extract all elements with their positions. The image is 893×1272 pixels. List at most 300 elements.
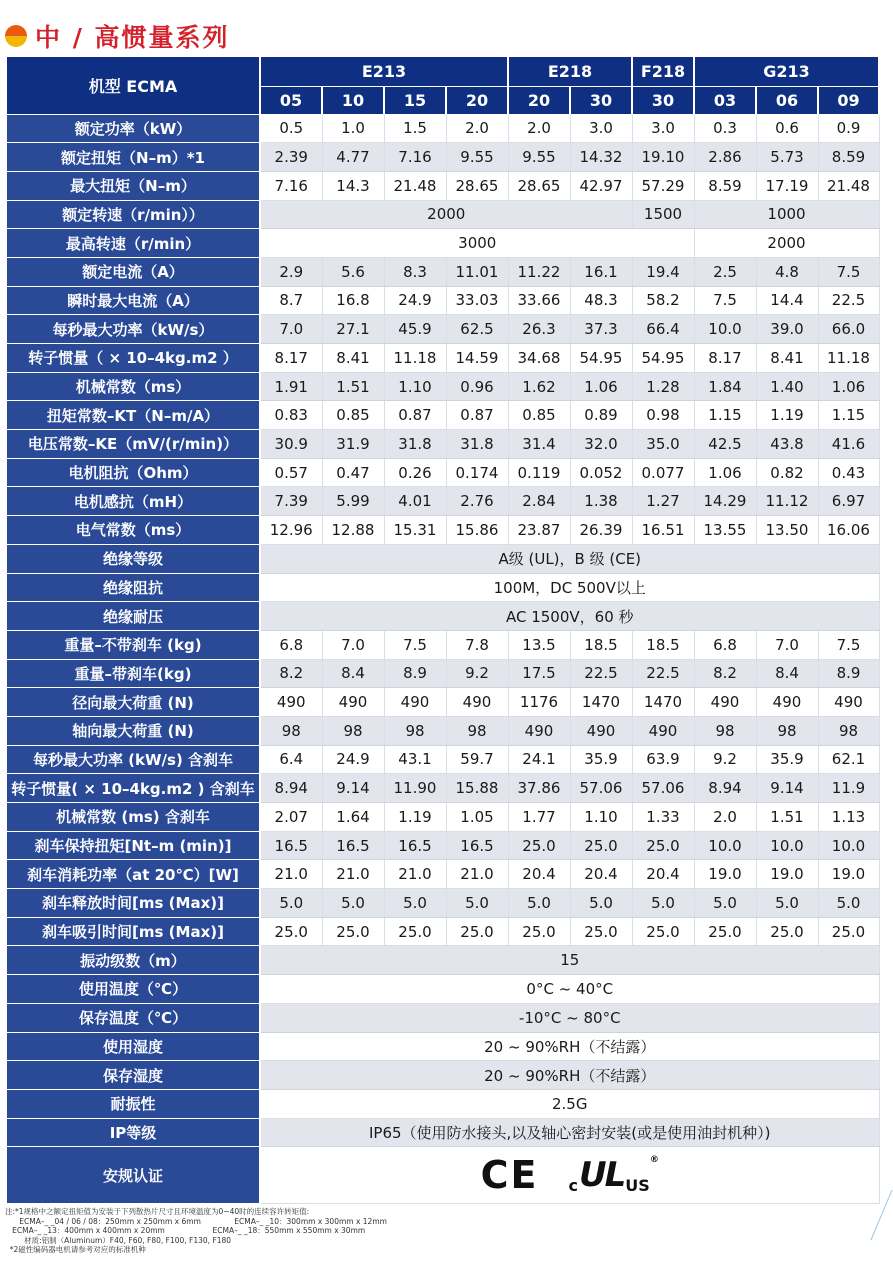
value-cell: 62.5 <box>446 315 508 344</box>
value-cell: 35.9 <box>756 745 818 774</box>
value-cell: 2.86 <box>694 143 756 172</box>
value-cell: 1500 <box>632 200 694 229</box>
model-code: 20 <box>446 86 508 114</box>
value-cell: 0.98 <box>632 401 694 430</box>
value-cell: 11.18 <box>384 344 446 373</box>
value-cell: 14.4 <box>756 286 818 315</box>
row-label: 扭矩常数–KT（N–m/A） <box>7 401 260 430</box>
value-cell: 11.01 <box>446 257 508 286</box>
title-bullet-icon <box>5 25 27 47</box>
value-cell: 10.0 <box>756 831 818 860</box>
value-cell: 31.8 <box>446 430 508 459</box>
value-cell: 1.15 <box>694 401 756 430</box>
value-cell: 98 <box>818 716 879 745</box>
value-cell: 1.13 <box>818 803 879 832</box>
value-cell: 0.83 <box>260 401 322 430</box>
value-cell: 34.68 <box>508 344 570 373</box>
value-cell: 0.47 <box>322 458 384 487</box>
value-cell: 7.5 <box>384 630 446 659</box>
model-code: 20 <box>508 86 570 114</box>
value-cell: 1176 <box>508 688 570 717</box>
value-cell: 16.5 <box>384 831 446 860</box>
value-cell: 5.0 <box>818 889 879 918</box>
value-cell: 25.0 <box>508 917 570 946</box>
value-cell: 3000 <box>260 229 694 258</box>
row-label: 刹车消耗功率（at 20℃）[W] <box>7 860 260 889</box>
value-cell: 28.65 <box>446 171 508 200</box>
value-cell: 7.16 <box>260 171 322 200</box>
spec-row <box>7 229 879 258</box>
row-label: 保存湿度 <box>7 1061 260 1090</box>
model-group-f218: F218 <box>632 57 694 86</box>
value-cell: 16.06 <box>818 516 879 545</box>
value-cell: 8.59 <box>694 171 756 200</box>
model-code: 06 <box>756 86 818 114</box>
value-cell: 5.73 <box>756 143 818 172</box>
row-label: 转子惯量( × 10–4kg.m2 ) 含刹车 <box>7 774 260 803</box>
value-cell: 7.5 <box>694 286 756 315</box>
spec-row <box>7 544 879 573</box>
value-cell: 15 <box>260 946 879 975</box>
value-cell: 1.38 <box>570 487 632 516</box>
value-cell: 10.0 <box>694 831 756 860</box>
spec-row <box>7 860 879 889</box>
value-cell: 7.5 <box>818 630 879 659</box>
value-cell: 20.4 <box>508 860 570 889</box>
model-code: 09 <box>818 86 879 114</box>
value-cell: 0.3 <box>694 114 756 143</box>
row-label: 机械常数（ms） <box>7 372 260 401</box>
value-cell: 14.29 <box>694 487 756 516</box>
value-cell: 1.0 <box>322 114 384 143</box>
row-label: 刹车吸引时间[ms (Max)] <box>7 917 260 946</box>
value-cell: 21.0 <box>260 860 322 889</box>
value-cell: 490 <box>446 688 508 717</box>
spec-row <box>7 344 879 373</box>
value-cell: 4.77 <box>322 143 384 172</box>
value-cell: 2000 <box>260 200 632 229</box>
spec-row <box>7 315 879 344</box>
value-cell: 6.4 <box>260 745 322 774</box>
model-code: 03 <box>694 86 756 114</box>
spec-row <box>7 774 879 803</box>
value-cell: 19.0 <box>818 860 879 889</box>
value-cell: 21.0 <box>322 860 384 889</box>
value-cell: A级 (UL)，B 级 (CE) <box>260 544 879 573</box>
value-cell: 21.48 <box>384 171 446 200</box>
value-cell: 10.0 <box>818 831 879 860</box>
value-cell: 490 <box>384 688 446 717</box>
value-cell: 98 <box>446 716 508 745</box>
value-cell: 12.88 <box>322 516 384 545</box>
value-cell: 1.06 <box>694 458 756 487</box>
value-cell: 8.2 <box>260 659 322 688</box>
row-label: 重量–带刹车(kg) <box>7 659 260 688</box>
value-cell: 5.0 <box>508 889 570 918</box>
value-cell: 16.1 <box>570 257 632 286</box>
value-cell: 57.06 <box>570 774 632 803</box>
value-cell: 1.19 <box>756 401 818 430</box>
certification-row <box>7 1147 879 1204</box>
value-cell: 490 <box>508 716 570 745</box>
value-cell: 8.4 <box>322 659 384 688</box>
value-cell: 66.4 <box>632 315 694 344</box>
row-label: 额定转速（r/min）） <box>7 200 260 229</box>
value-cell: 19.10 <box>632 143 694 172</box>
value-cell: 98 <box>694 716 756 745</box>
row-label: 径向最大荷重 (N) <box>7 688 260 717</box>
registered-mark: ® <box>649 1155 659 1166</box>
ul-listed-mark-icon <box>569 1155 659 1195</box>
value-cell: 35.9 <box>570 745 632 774</box>
value-cell: 0.82 <box>756 458 818 487</box>
value-cell: 19.0 <box>694 860 756 889</box>
value-cell: -10°C ~ 80°C <box>260 1003 879 1032</box>
spec-row <box>7 1003 879 1032</box>
spec-row <box>7 688 879 717</box>
spec-row <box>7 975 879 1004</box>
value-cell: 11.90 <box>384 774 446 803</box>
spec-row <box>7 516 879 545</box>
ul-us-text: US <box>625 1176 650 1196</box>
row-label: 最大扭矩（N–m） <box>7 171 260 200</box>
value-cell: 1.10 <box>384 372 446 401</box>
spec-row <box>7 257 879 286</box>
value-cell: 19.4 <box>632 257 694 286</box>
value-cell: 3.0 <box>570 114 632 143</box>
value-cell: 25.0 <box>322 917 384 946</box>
spec-row <box>7 1118 879 1147</box>
value-cell: 43.8 <box>756 430 818 459</box>
value-cell: 31.8 <box>384 430 446 459</box>
certification-logos <box>260 1147 879 1204</box>
value-cell: 9.14 <box>756 774 818 803</box>
value-cell: 11.18 <box>818 344 879 373</box>
value-cell: 12.96 <box>260 516 322 545</box>
value-cell: 24.9 <box>384 286 446 315</box>
spec-row <box>7 659 879 688</box>
model-label: 机型 ECMA <box>7 57 260 114</box>
value-cell: 48.3 <box>570 286 632 315</box>
value-cell: 1.27 <box>632 487 694 516</box>
value-cell: 16.5 <box>322 831 384 860</box>
row-label: 使用湿度 <box>7 1032 260 1061</box>
value-cell: 21.0 <box>384 860 446 889</box>
value-cell: 58.2 <box>632 286 694 315</box>
value-cell: 0.85 <box>508 401 570 430</box>
value-cell: 20 ~ 90%RH（不结露） <box>260 1032 879 1061</box>
value-cell: 37.86 <box>508 774 570 803</box>
value-cell: 8.94 <box>694 774 756 803</box>
value-cell: 25.0 <box>508 831 570 860</box>
row-label: 电机感抗（mH） <box>7 487 260 516</box>
spec-row <box>7 831 879 860</box>
value-cell: 490 <box>632 716 694 745</box>
value-cell: 8.7 <box>260 286 322 315</box>
value-cell: 13.55 <box>694 516 756 545</box>
value-cell: 0°C ~ 40°C <box>260 975 879 1004</box>
value-cell: AC 1500V，60 秒 <box>260 602 879 631</box>
value-cell: 10.0 <box>694 315 756 344</box>
value-cell: 1.84 <box>694 372 756 401</box>
spec-row <box>7 716 879 745</box>
value-cell: 5.0 <box>570 889 632 918</box>
value-cell: 8.94 <box>260 774 322 803</box>
value-cell: 24.9 <box>322 745 384 774</box>
spec-row <box>7 372 879 401</box>
model-group-e213: E213 <box>260 57 508 86</box>
value-cell: 18.5 <box>570 630 632 659</box>
value-cell: 8.9 <box>818 659 879 688</box>
header-row-groups <box>7 57 879 86</box>
value-cell: 22.5 <box>818 286 879 315</box>
value-cell: 7.0 <box>260 315 322 344</box>
value-cell: 2.0 <box>446 114 508 143</box>
spec-row <box>7 745 879 774</box>
model-code: 10 <box>322 86 384 114</box>
value-cell: 3.0 <box>632 114 694 143</box>
value-cell: 7.0 <box>322 630 384 659</box>
model-code: 30 <box>632 86 694 114</box>
value-cell: 6.97 <box>818 487 879 516</box>
value-cell: 8.41 <box>756 344 818 373</box>
value-cell: 490 <box>322 688 384 717</box>
spec-row <box>7 630 879 659</box>
value-cell: 1470 <box>570 688 632 717</box>
value-cell: 8.2 <box>694 659 756 688</box>
row-label: 电机阻抗（Ohm） <box>7 458 260 487</box>
value-cell: 1.15 <box>818 401 879 430</box>
ul-mark-text: UL <box>579 1155 625 1196</box>
value-cell: 31.9 <box>322 430 384 459</box>
value-cell: 5.0 <box>384 889 446 918</box>
spec-row <box>7 143 879 172</box>
value-cell: 6.8 <box>260 630 322 659</box>
value-cell: 0.26 <box>384 458 446 487</box>
value-cell: 13.5 <box>508 630 570 659</box>
value-cell: 5.0 <box>446 889 508 918</box>
value-cell: 45.9 <box>384 315 446 344</box>
footnote-line: *2磁性编码器电机请参考对应的标准机种 <box>5 1245 146 1254</box>
spec-row <box>7 401 879 430</box>
row-label: 使用温度（℃） <box>7 975 260 1004</box>
value-cell: 0.87 <box>446 401 508 430</box>
value-cell: 16.5 <box>446 831 508 860</box>
value-cell: 24.1 <box>508 745 570 774</box>
spec-row <box>7 1032 879 1061</box>
value-cell: 5.0 <box>260 889 322 918</box>
row-label: 刹车保持扭矩[Nt–m (min)] <box>7 831 260 860</box>
value-cell: 41.6 <box>818 430 879 459</box>
value-cell: 0.57 <box>260 458 322 487</box>
value-cell: 20.4 <box>632 860 694 889</box>
value-cell: 1.77 <box>508 803 570 832</box>
value-cell: 13.50 <box>756 516 818 545</box>
value-cell: 2.76 <box>446 487 508 516</box>
value-cell: 28.65 <box>508 171 570 200</box>
value-cell: 16.8 <box>322 286 384 315</box>
spec-row <box>7 573 879 602</box>
row-label: 最高转速（r/min） <box>7 229 260 258</box>
value-cell: 7.0 <box>756 630 818 659</box>
footnote-line: 注:*1规格中之额定扭矩值为安装于下列散热片尺寸且环境温度为0~40时的连续容许转矩值: <box>5 1207 310 1216</box>
spec-row <box>7 889 879 918</box>
value-cell: 43.1 <box>384 745 446 774</box>
value-cell: 17.5 <box>508 659 570 688</box>
value-cell: 490 <box>260 688 322 717</box>
row-label: IP等级 <box>7 1118 260 1147</box>
value-cell: 9.55 <box>446 143 508 172</box>
row-label: 额定扭矩（N–m）*1 <box>7 143 260 172</box>
value-cell: 7.8 <box>446 630 508 659</box>
row-label: 安规认证 <box>7 1147 260 1204</box>
corner-decoration-icon <box>865 1185 893 1245</box>
row-label: 电压常数–KE（mV/(r/min)） <box>7 430 260 459</box>
value-cell: 490 <box>818 688 879 717</box>
value-cell: 0.43 <box>818 458 879 487</box>
value-cell: 25.0 <box>570 917 632 946</box>
value-cell: 31.4 <box>508 430 570 459</box>
value-cell: 5.0 <box>632 889 694 918</box>
value-cell: 33.66 <box>508 286 570 315</box>
spec-row <box>7 917 879 946</box>
value-cell: 2.5G <box>260 1089 879 1118</box>
ce-mark-icon: CE <box>480 1153 539 1198</box>
value-cell: 0.119 <box>508 458 570 487</box>
value-cell: 66.0 <box>818 315 879 344</box>
row-label: 绝缘耐压 <box>7 602 260 631</box>
value-cell: 11.22 <box>508 257 570 286</box>
value-cell: 6.8 <box>694 630 756 659</box>
value-cell: 25.0 <box>570 831 632 860</box>
ul-c-text: c <box>568 1176 579 1196</box>
footnote-line: ECMA–_ _13：400mm x 400mm x 20mm ECMA–_ _18：550mm x 550mm x 30mm <box>5 1226 366 1235</box>
value-cell: 9.2 <box>446 659 508 688</box>
value-cell: 17.19 <box>756 171 818 200</box>
value-cell: 25.0 <box>632 917 694 946</box>
value-cell: 490 <box>694 688 756 717</box>
value-cell: 15.31 <box>384 516 446 545</box>
value-cell: 5.0 <box>756 889 818 918</box>
value-cell: 57.29 <box>632 171 694 200</box>
value-cell: 22.5 <box>632 659 694 688</box>
row-label: 保存温度（℃） <box>7 1003 260 1032</box>
value-cell: 7.16 <box>384 143 446 172</box>
value-cell: 11.12 <box>756 487 818 516</box>
value-cell: 11.9 <box>818 774 879 803</box>
value-cell: 16.5 <box>260 831 322 860</box>
value-cell: 8.9 <box>384 659 446 688</box>
value-cell: 30.9 <box>260 430 322 459</box>
value-cell: 18.5 <box>632 630 694 659</box>
title-block <box>5 18 230 54</box>
value-cell: 0.052 <box>570 458 632 487</box>
cert-logos <box>261 1153 879 1197</box>
value-cell: 8.4 <box>756 659 818 688</box>
value-cell: 2.07 <box>260 803 322 832</box>
value-cell: 8.17 <box>260 344 322 373</box>
value-cell: 100M，DC 500V以上 <box>260 573 879 602</box>
row-label: 绝缘等级 <box>7 544 260 573</box>
value-cell: 0.9 <box>818 114 879 143</box>
value-cell: 39.0 <box>756 315 818 344</box>
value-cell: 26.39 <box>570 516 632 545</box>
value-cell: 1.33 <box>632 803 694 832</box>
row-label: 机械常数 (ms) 含刹车 <box>7 803 260 832</box>
spec-row <box>7 1089 879 1118</box>
value-cell: 0.5 <box>260 114 322 143</box>
value-cell: 5.6 <box>322 257 384 286</box>
value-cell: 8.59 <box>818 143 879 172</box>
value-cell: 1.28 <box>632 372 694 401</box>
value-cell: 8.17 <box>694 344 756 373</box>
value-cell: 0.87 <box>384 401 446 430</box>
value-cell: 20 ~ 90%RH（不结露） <box>260 1061 879 1090</box>
value-cell: 25.0 <box>694 917 756 946</box>
value-cell: 42.5 <box>694 430 756 459</box>
value-cell: 0.89 <box>570 401 632 430</box>
value-cell: 23.87 <box>508 516 570 545</box>
row-label: 耐振性 <box>7 1089 260 1118</box>
value-cell: 1.10 <box>570 803 632 832</box>
value-cell: 25.0 <box>260 917 322 946</box>
row-label: 每秒最大功率（kW/s） <box>7 315 260 344</box>
value-cell: 5.0 <box>694 889 756 918</box>
value-cell: 25.0 <box>384 917 446 946</box>
value-cell: 98 <box>756 716 818 745</box>
value-cell: 4.01 <box>384 487 446 516</box>
spec-row <box>7 803 879 832</box>
value-cell: 25.0 <box>632 831 694 860</box>
value-cell: 7.39 <box>260 487 322 516</box>
value-cell: 1000 <box>694 200 879 229</box>
footnotes <box>5 1207 387 1255</box>
value-cell: 0.174 <box>446 458 508 487</box>
value-cell: 14.32 <box>570 143 632 172</box>
value-cell: IP65（使用防水接头,以及轴心密封安装(或是使用油封机种）) <box>260 1118 879 1147</box>
value-cell: 54.95 <box>632 344 694 373</box>
value-cell: 1.91 <box>260 372 322 401</box>
spec-row <box>7 946 879 975</box>
model-code: 30 <box>570 86 632 114</box>
value-cell: 37.3 <box>570 315 632 344</box>
value-cell: 1.40 <box>756 372 818 401</box>
value-cell: 1.64 <box>322 803 384 832</box>
spec-row <box>7 430 879 459</box>
value-cell: 32.0 <box>570 430 632 459</box>
value-cell: 490 <box>756 688 818 717</box>
value-cell: 21.48 <box>818 171 879 200</box>
value-cell: 2.0 <box>694 803 756 832</box>
model-code: 15 <box>384 86 446 114</box>
value-cell: 35.0 <box>632 430 694 459</box>
value-cell: 26.3 <box>508 315 570 344</box>
row-label: 重量–不带刹车 (kg) <box>7 630 260 659</box>
value-cell: 1470 <box>632 688 694 717</box>
value-cell: 8.41 <box>322 344 384 373</box>
row-label: 转子惯量（ × 10–4kg.m2 ） <box>7 344 260 373</box>
value-cell: 1.06 <box>818 372 879 401</box>
model-code: 05 <box>260 86 322 114</box>
value-cell: 2.5 <box>694 257 756 286</box>
row-label: 刹车释放时间[ms (Max)] <box>7 889 260 918</box>
value-cell: 54.95 <box>570 344 632 373</box>
footnote-line: 材质:铝制（Aluminum）F40, F60, F80, F100, F130, F180 <box>5 1235 232 1245</box>
value-cell: 7.5 <box>818 257 879 286</box>
value-cell: 1.19 <box>384 803 446 832</box>
row-label: 电气常数（ms） <box>7 516 260 545</box>
value-cell: 9.14 <box>322 774 384 803</box>
